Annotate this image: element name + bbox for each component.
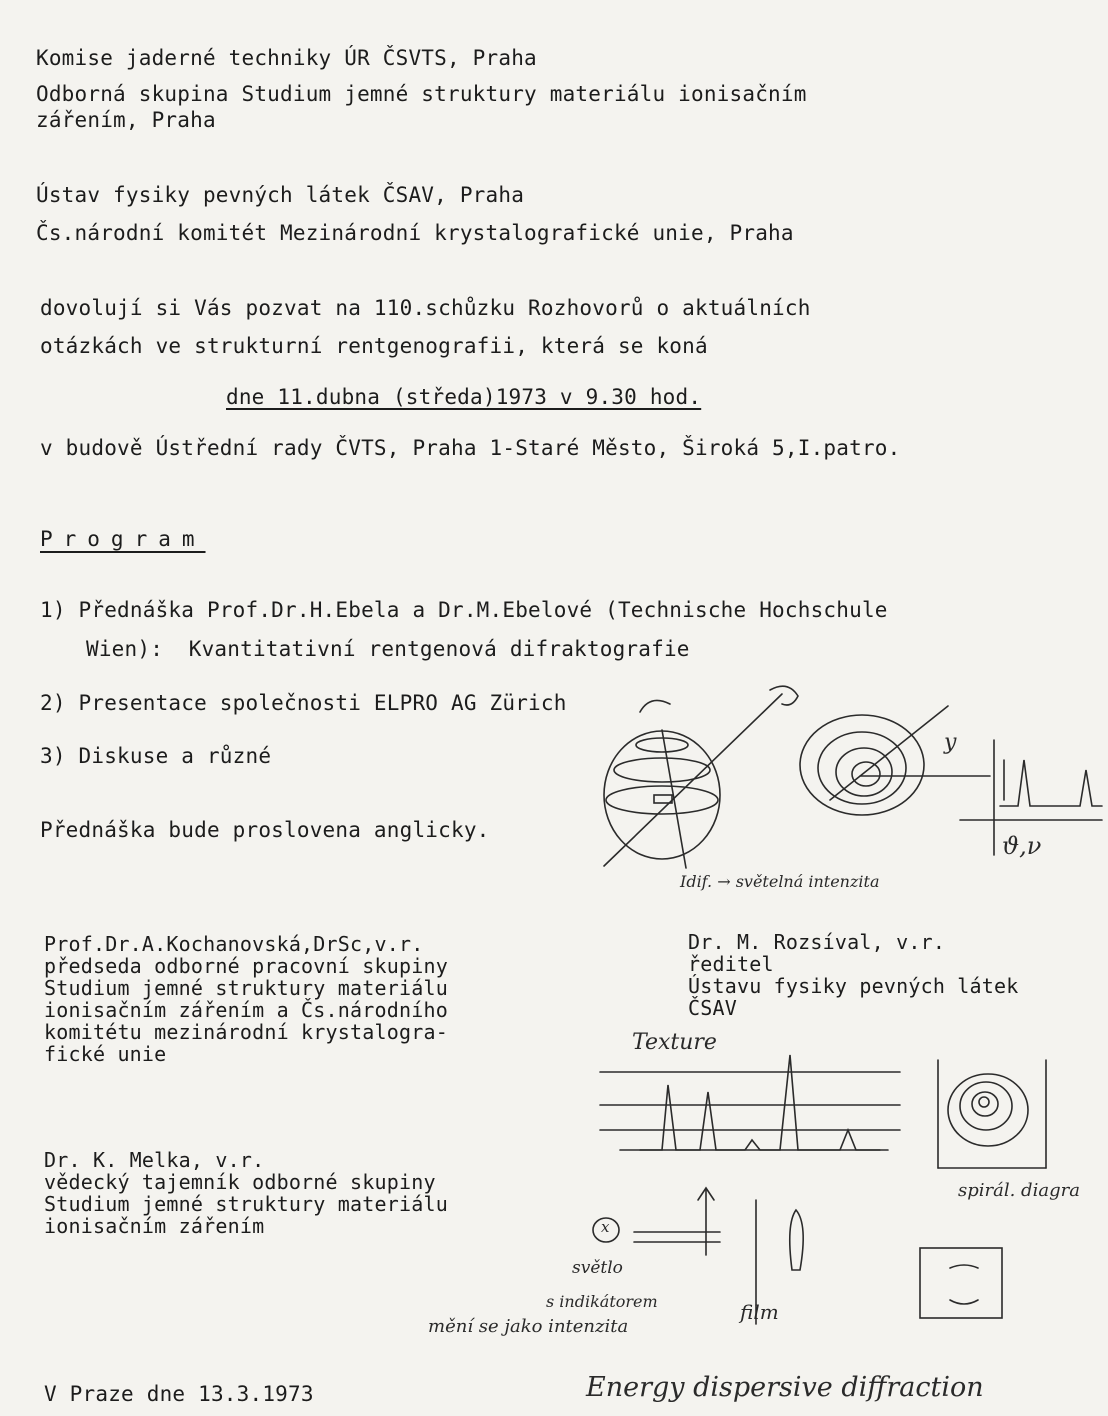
sig-line: Ústavu fysiky pevných látek	[688, 974, 1019, 998]
hand-label-theta: ϑ,ν	[1002, 832, 1042, 860]
hand-label-energy: Energy dispersive diffraction	[586, 1372, 984, 1403]
sphere-sketch-icon	[604, 686, 798, 868]
sig-line: Studium jemné struktury materiálu	[44, 976, 448, 1000]
sig-line: vědecký tajemník odborné skupiny	[44, 1170, 436, 1194]
language-note: Přednáška bude proslovena anglicky.	[40, 818, 490, 842]
sig-line: Studium jemné struktury materiálu	[44, 1192, 448, 1216]
spiral-box-icon	[938, 1060, 1046, 1168]
film-box-icon	[920, 1248, 1002, 1318]
hand-label-y: y	[944, 730, 957, 755]
hand-label-spiral: spirál. diagra	[958, 1180, 1080, 1201]
sig-line: Dr. M. Rozsíval, v.r.	[688, 930, 946, 954]
sig-line: Dr. K. Melka, v.r.	[44, 1148, 265, 1172]
sig-line: ředitel	[688, 952, 774, 976]
rings-sketch-icon	[800, 706, 990, 815]
sig-line: fické unie	[44, 1042, 167, 1066]
meeting-date: dne 11.dubna (středa)1973 v 9.30 hod.	[226, 385, 702, 409]
texture-graph-icon	[600, 1055, 900, 1150]
hand-label-idif: Idif. → světelná intenzita	[680, 872, 880, 891]
invitation-line-1: dovolují si Vás pozvat na 110.schůzku Rozhovorů o aktuálních	[40, 296, 811, 320]
program-item-3: 3) Diskuse a různé	[40, 744, 272, 768]
hand-label-svetlo: světlo	[572, 1258, 623, 1278]
sig-line: ionisačním zářením a Čs.národního	[44, 998, 448, 1022]
program-item-2: 2) Presentace společnosti ELPRO AG Zürich	[40, 691, 567, 715]
hand-label-s-indicator: s indikátorem	[546, 1292, 658, 1311]
header-line-4: Ústav fysiky pevných látek ČSAV, Praha	[36, 183, 525, 207]
sig-line: předseda odborné pracovní skupiny	[44, 954, 448, 978]
header-line-1: Komise jaderné techniky ÚR ČSVTS, Praha	[36, 46, 537, 70]
header-line-2: Odborná skupina Studium jemné struktury materiálu ionisačním	[36, 82, 807, 106]
program-heading: Program	[40, 527, 206, 551]
hand-label-x: x	[601, 1218, 610, 1236]
header-line-3: zářením, Praha	[36, 108, 216, 132]
sig-line: ionisačním zářením	[44, 1214, 265, 1238]
sig-line: komitétu mezinárodní krystalogra-	[44, 1020, 448, 1044]
hand-label-meni-se: mění se jako intenzita	[428, 1316, 629, 1337]
hand-label-film: film	[740, 1300, 779, 1324]
program-item-1-line-1: 1) Přednáška Prof.Dr.H.Ebela a Dr.M.Ebelové (Technische Hochschule	[40, 598, 888, 622]
program-item-1-line-2: Wien): Kvantitativní rentgenová difraktografie	[86, 637, 690, 661]
place-date: V Praze dne 13.3.1973	[44, 1382, 314, 1406]
sig-line: Prof.Dr.A.Kochanovská,DrSc,v.r.	[44, 932, 424, 956]
invitation-line-2: otázkách ve strukturní rentgenografii, která se koná	[40, 334, 708, 358]
hand-label-texture: Texture	[632, 1030, 717, 1055]
header-line-5: Čs.národní komitét Mezinárodní krystalografické unie, Praha	[36, 221, 794, 245]
meeting-place: v budově Ústřední rady ČVTS, Praha 1-Staré Město, Široká 5,I.patro.	[40, 436, 901, 460]
sig-line: ČSAV	[688, 996, 737, 1020]
